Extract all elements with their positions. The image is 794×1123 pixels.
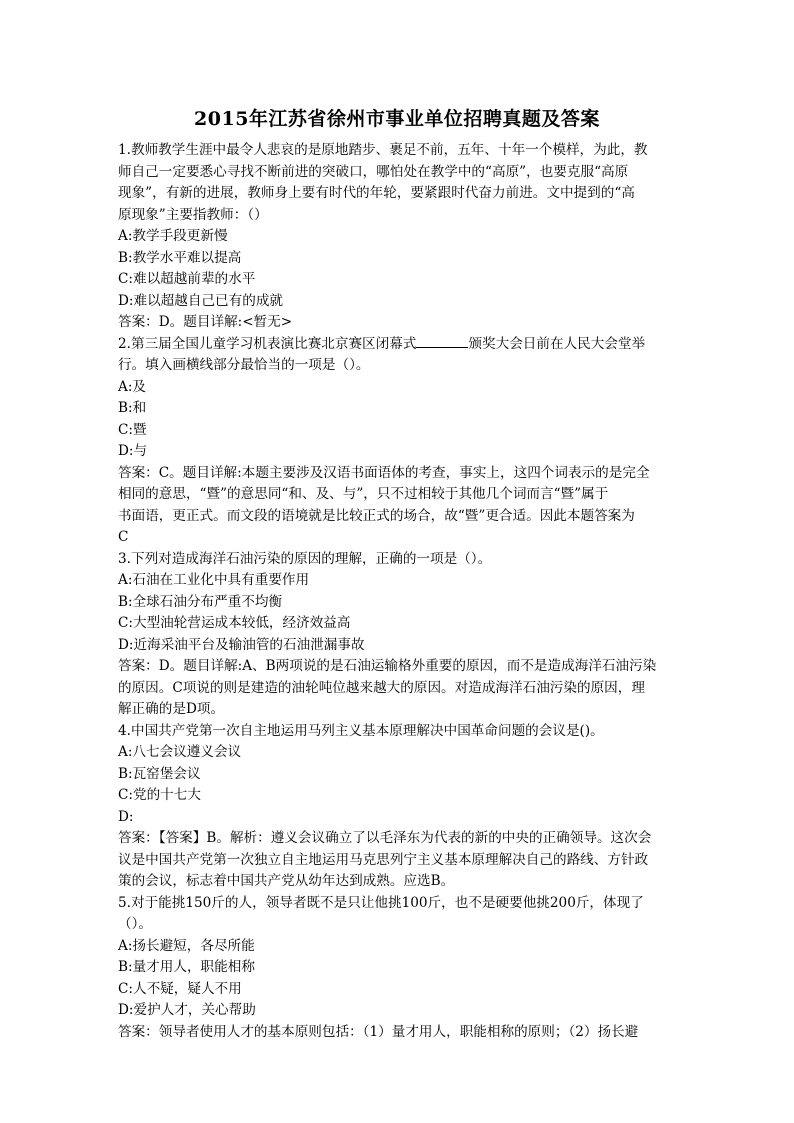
option-b: B:教学水平难以提高 (118, 249, 242, 266)
question-stem-line: 师自己一定要悉心寻找不断前进的突破口，哪怕处在教学中的“高原”，也要克服“高原 (118, 163, 629, 180)
option-b: B:量才用人，职能相称 (118, 959, 255, 975)
question-stem-line: 4.中国共产党第一次自主地运用马列主义基本原理解决中国革命问题的会议是()。 (118, 722, 604, 739)
option-c: C:暨 (118, 421, 147, 438)
answer-line: 答案：领导者使用人才的基本原则包括：（1）量才用人，职能相称的原则；（2）扬长避 (118, 1023, 639, 1040)
option-a: A:扬长避短，各尽所能 (118, 937, 255, 954)
question-stem-line: 原现象”主要指教师：（） (118, 206, 268, 223)
question-2 (118, 334, 674, 549)
question-stem-part: 颁奖大会日前在人民大会堂举 (468, 335, 646, 352)
option-a: A:八七会议遵义会议 (118, 744, 242, 760)
option-a: A:教学手段更新慢 (118, 228, 228, 244)
option-a: A:石油在工业化中具有重要作用 (118, 572, 310, 588)
option-c: C:人不疑，疑人不用 (118, 980, 242, 997)
option-c: C:难以超越前辈的水平 (118, 271, 256, 287)
answer-line: C (118, 529, 129, 545)
option-a: A:及 (118, 378, 146, 395)
document-title: 2015年江苏省徐州市事业单位招聘真题及答案 (194, 108, 600, 130)
option-b: B:瓦窑堡会议 (118, 765, 201, 782)
answer-line: 策的会议，标志着中国共产党从幼年达到成熟。应选B。 (118, 873, 455, 889)
answer-line: 答案：D。题目详解:<暂无> (118, 314, 293, 330)
answer-line: 相同的意思，“暨”的意思同“和、及、与”，只不过相较于其他几个词而言“暨”属于 (118, 486, 609, 502)
question-3 (118, 549, 674, 721)
question-stem-line: 行。填入画横线部分最恰当的一项是（）。 (118, 357, 370, 373)
option-b: B:全球石油分布严重不均衡 (118, 593, 283, 610)
question-1 (118, 140, 674, 334)
answer-line: 答案：C。题目详解:本题主要涉及汉语书面语体的考查，事实上，这四个词表示的是完全 (118, 464, 650, 481)
answer-line: 议是中国共产党第一次独立自主地运用马克思列宁主义基本原理解决自己的路线、方针政 (118, 851, 649, 868)
question-stem-part: 2.第三届全国儿童学习机表演比赛北京赛区闭幕式 (118, 335, 417, 352)
question-5 (118, 893, 674, 1044)
option-d: D: (118, 808, 134, 825)
fill-in-blank (416, 335, 468, 348)
answer-line: 答案：D。题目详解:A、B两项说的是石油运输格外重要的原因，而不是造成海洋石油污染 (118, 658, 657, 674)
option-d: D:与 (118, 443, 148, 459)
question-4 (118, 721, 674, 893)
question-stem-line: 5.对于能挑150斤的人，领导者既不是只让他挑100斤，也不是硬要他挑200斤，体现了 (118, 894, 644, 911)
question-stem-line: 1.教师教学生涯中最令人悲哀的是原地踏步、裹足不前，五年、十年一个模样，为此，教 (118, 142, 648, 158)
document-body (118, 140, 674, 1043)
question-stem-line: （）。 (118, 916, 152, 932)
question-stem-line: 3.下列对造成海洋石油污染的原因的理解，正确的一项是（）。 (118, 550, 492, 567)
answer-line: 答案：【答案】B。解析：遵义会议确立了以毛泽东为代表的新的中央的正确领导。这次会 (118, 830, 652, 846)
answer-line: 书面语，更正式。而文段的语境就是比较正式的场合，故“暨”更合适。因此本题答案为 (118, 507, 635, 524)
option-d: D:难以超越自己已有的成就 (118, 292, 284, 309)
option-b: B:和 (118, 400, 147, 416)
answer-line: 解正确的是D项。 (118, 701, 225, 717)
option-c: C:大型油轮营运成本较低，经济效益高 (118, 615, 351, 631)
question-stem-line: 现象”，有新的进展，教师身上要有时代的年轮，要紧跟时代奋力前进。文中提到的“高 (118, 185, 635, 201)
question-stem-line (118, 334, 674, 356)
option-d: D:近海采油平台及输油管的石油泄漏事故 (118, 636, 365, 653)
option-d: D:爱护人才，关心帮助 (118, 1002, 256, 1018)
option-c: C:党的十七大 (118, 787, 201, 803)
answer-line: 的原因。C项说的则是建造的油轮吨位越来越大的原因。对造成海洋石油污染的原因，理 (118, 679, 645, 696)
